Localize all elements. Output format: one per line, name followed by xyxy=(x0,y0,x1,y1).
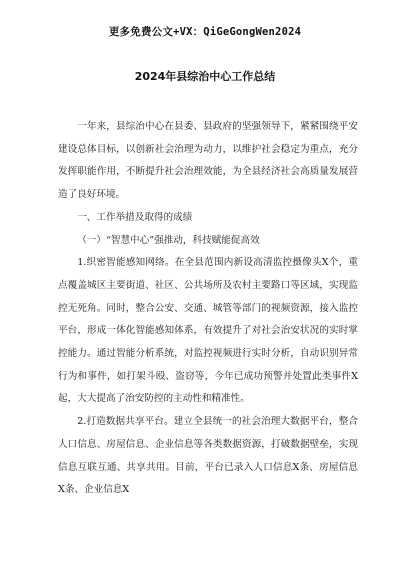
subsection-heading: （一）“智慧中心”强推动，科技赋能促高效 xyxy=(77,234,260,246)
document-body xyxy=(58,116,358,502)
intro-paragraph: 一年来，县综治中心在县委、县政府的坚强领导下，紧紧围绕平安建设总体目标，以创新社会治理为动力，以维护社会稳定为重点，充分发挥职能作用，不断提升社会治理效能，为全县经济社会高质量发展营造了良好环境。 xyxy=(58,121,358,201)
document-title: 2024年县综治中心工作总结 xyxy=(134,70,276,83)
item-paragraph-1: 1.织密智能感知网络。在全县范围内新设高清监控摄像头X个，重点覆盖城区主要街道、社区、公共场所及农村主要路口等区域，实现监控无死角。同时，整合公安、交通、城管等部门的视频资源，接入监控平台，形成一体化智能感知体系，有效提升了对社会治安状况的实时掌控能力。通过智能分析系统，对监控视频进行实时分析，自动识别异常行为和事件，如打架斗殴、盗窃等，今年已成功预警并处置此类事件X起，大大提高了治安防控的主动性和精准性。 xyxy=(58,257,358,405)
section-heading: 一、工作举措及取得的成绩 xyxy=(77,211,193,223)
promo-banner: 更多免费公文+VX：QiGeGongWen2024 xyxy=(108,26,302,38)
item-paragraph-2: 2.打造数据共享平台。建立全县统一的社会治理大数据平台，整合人口信息、房屋信息、企业信息等各类数据资源，打破数据壁垒，实现信息互联互通、共享共用。目前，平台已录入人口信息X条、房屋信息X条、企业信息X xyxy=(58,416,358,496)
